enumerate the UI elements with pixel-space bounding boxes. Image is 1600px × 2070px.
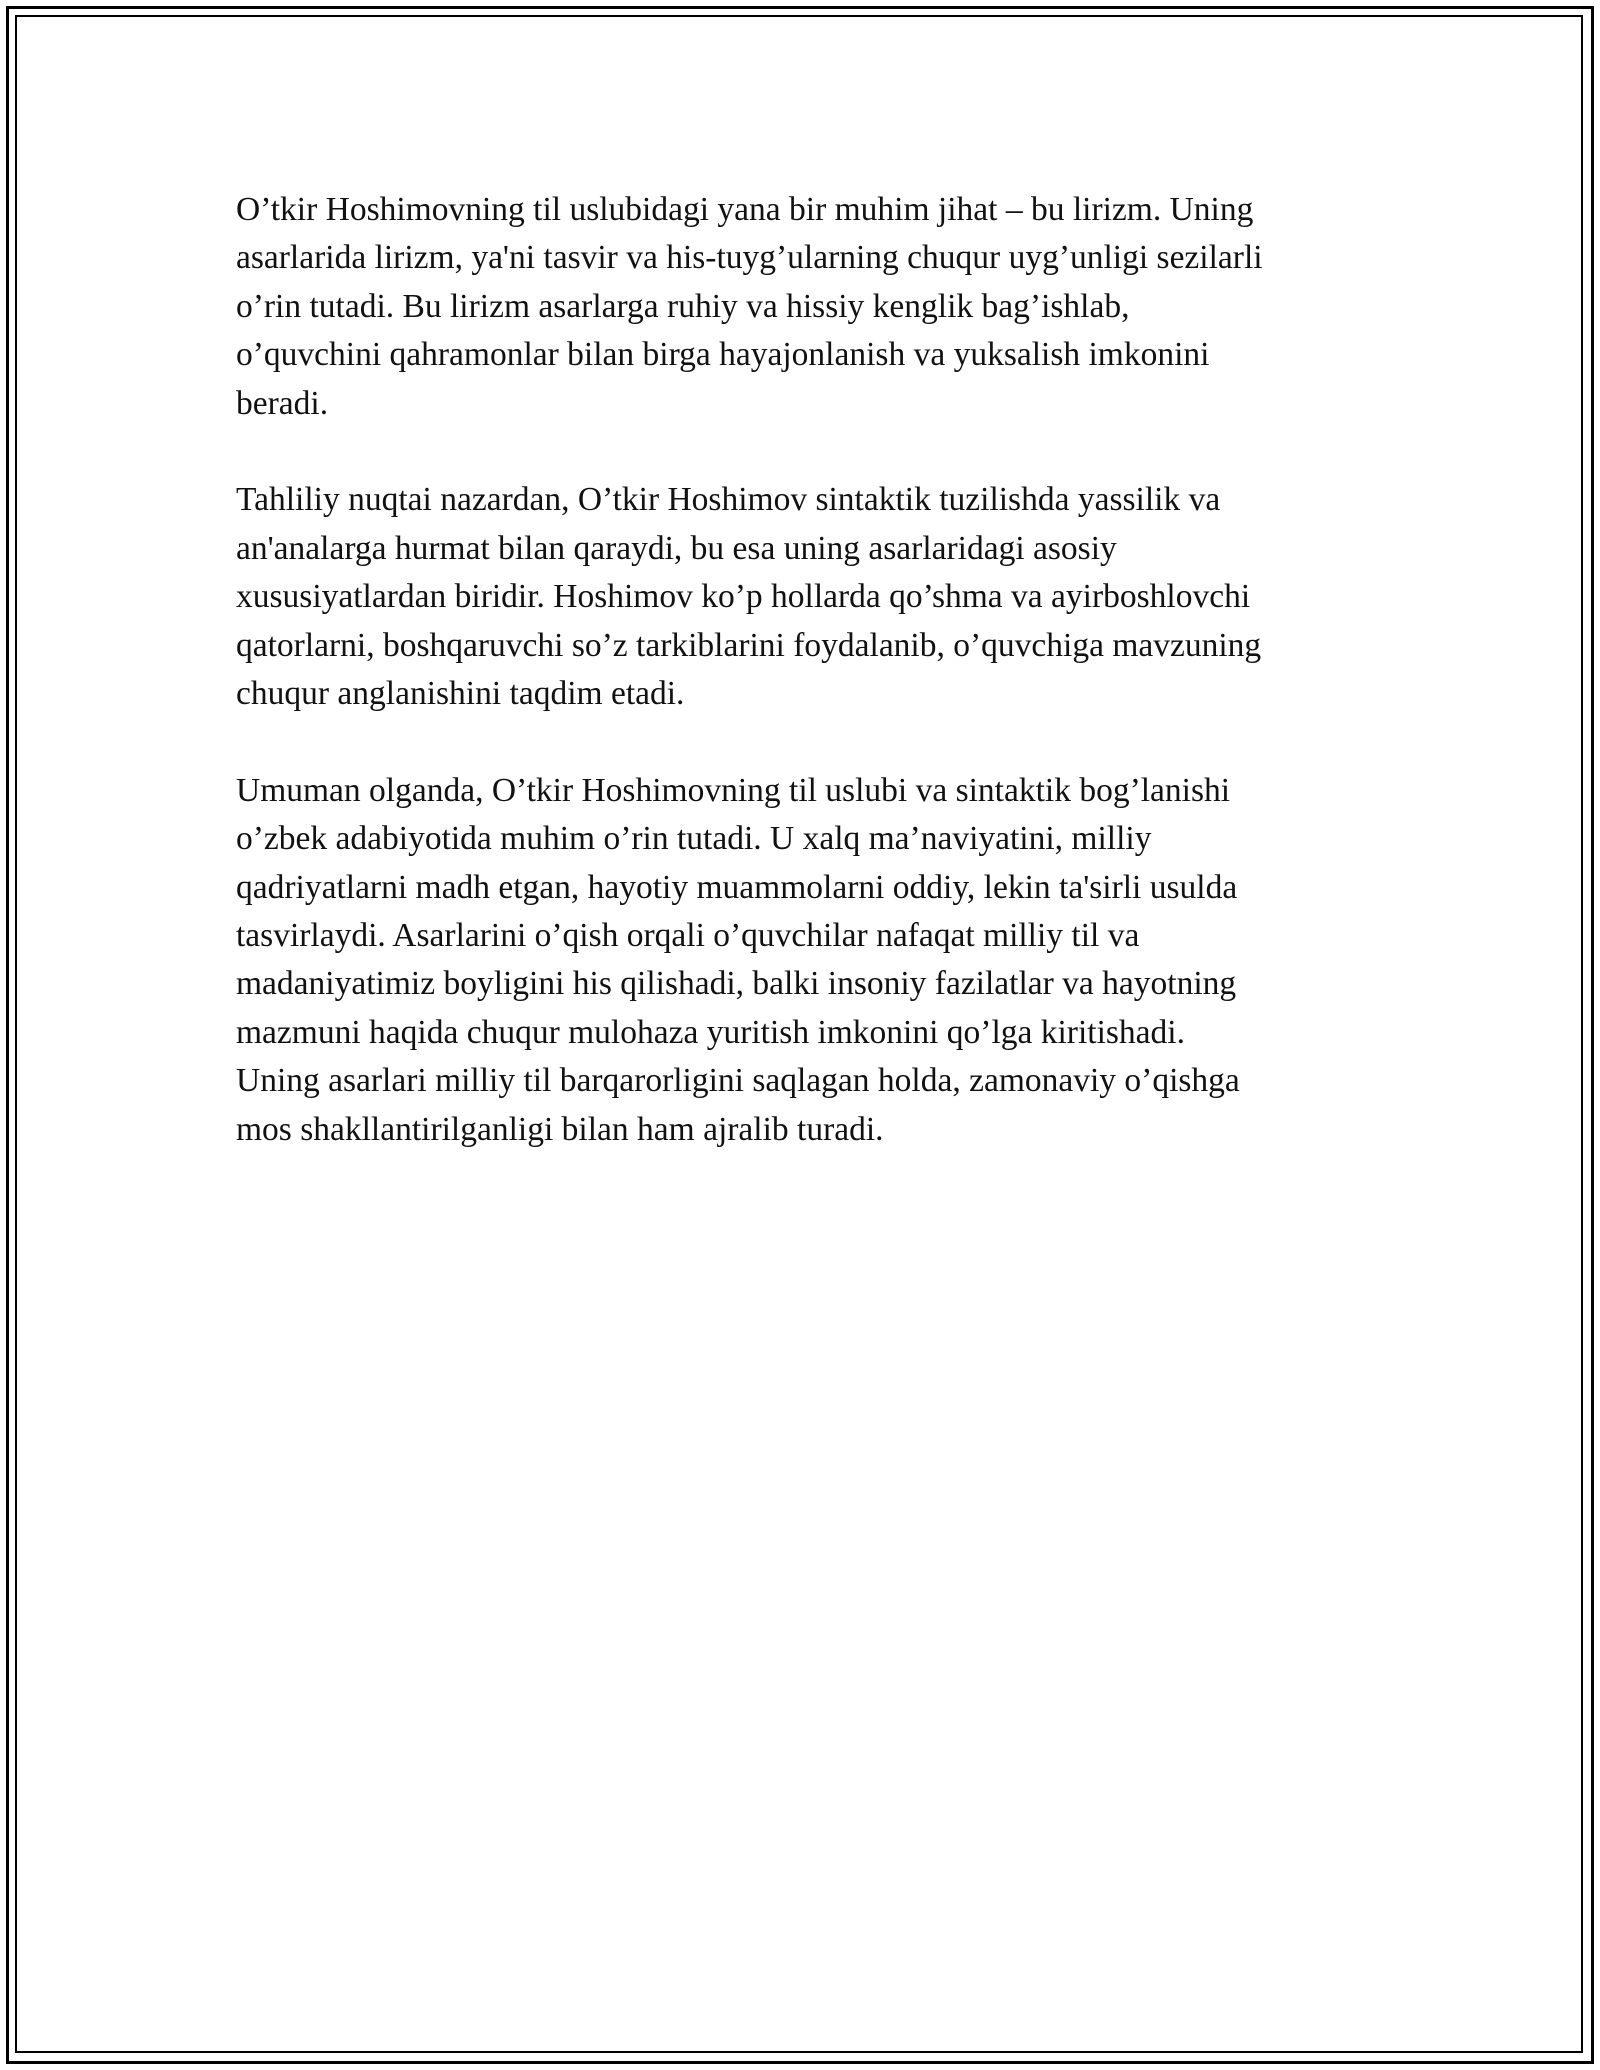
paragraph-lyricism: O’tkir Hoshimovning til uslubidagi yana bir muhim jihat – bu lirizm. Uning asarlarida lirizm, ya'ni tasvir va his-tuyg’ularning chuqur uyg’unligi sezilarli o’rin tutadi. Bu lirizm asarlarga ruhiy va hissiy kenglik bag’ishlab, o’quvchini qahramonlar bilan birga hayajonlanish va yuksalish imkonini beradi. <box>236 191 1263 422</box>
document-body <box>236 186 1376 1202</box>
paragraph-syntax-analysis: Tahliliy nuqtai nazardan, O’tkir Hoshimov sintaktik tuzilishda yassilik va an'analarga hurmat bilan qaraydi, bu esa uning asarlaridagi asosiy xususiyatlardan biridir. Hoshimov ko’p hollarda qo’shma va ayirboshlovchi qatorlarni, boshqaruvchi so’z tarkiblarini foydalanib, o’quvchiga mavzuning chuqur anglanishini taqdim etadi. <box>236 481 1262 713</box>
paragraph-conclusion: Umuman olganda, O’tkir Hoshimovning til uslubi va sintaktik bog’lanishi o’zbek adabiyotida muhim o’rin tutadi. U xalq ma’naviyatini, milliy qadriyatlarni madh etgan, hayotiy muammolarni oddiy, lekin ta'sirli usulda tasvirlaydi. Asarlarini o’qish orqali o’quvchilar nafaqat milliy til va madaniyatimiz boyligini his qilishadi, balki insoniy fazilatlar va hayotning mazmuni haqida chuqur mulohaza yuritish imkonini qo’lga kiritishadi. Uning asarlari milliy til barqarorligini saqlagan holda, zamonaviy o’qishga mos shakllantirilganligi bilan ham ajralib turadi. <box>236 771 1240 1148</box>
